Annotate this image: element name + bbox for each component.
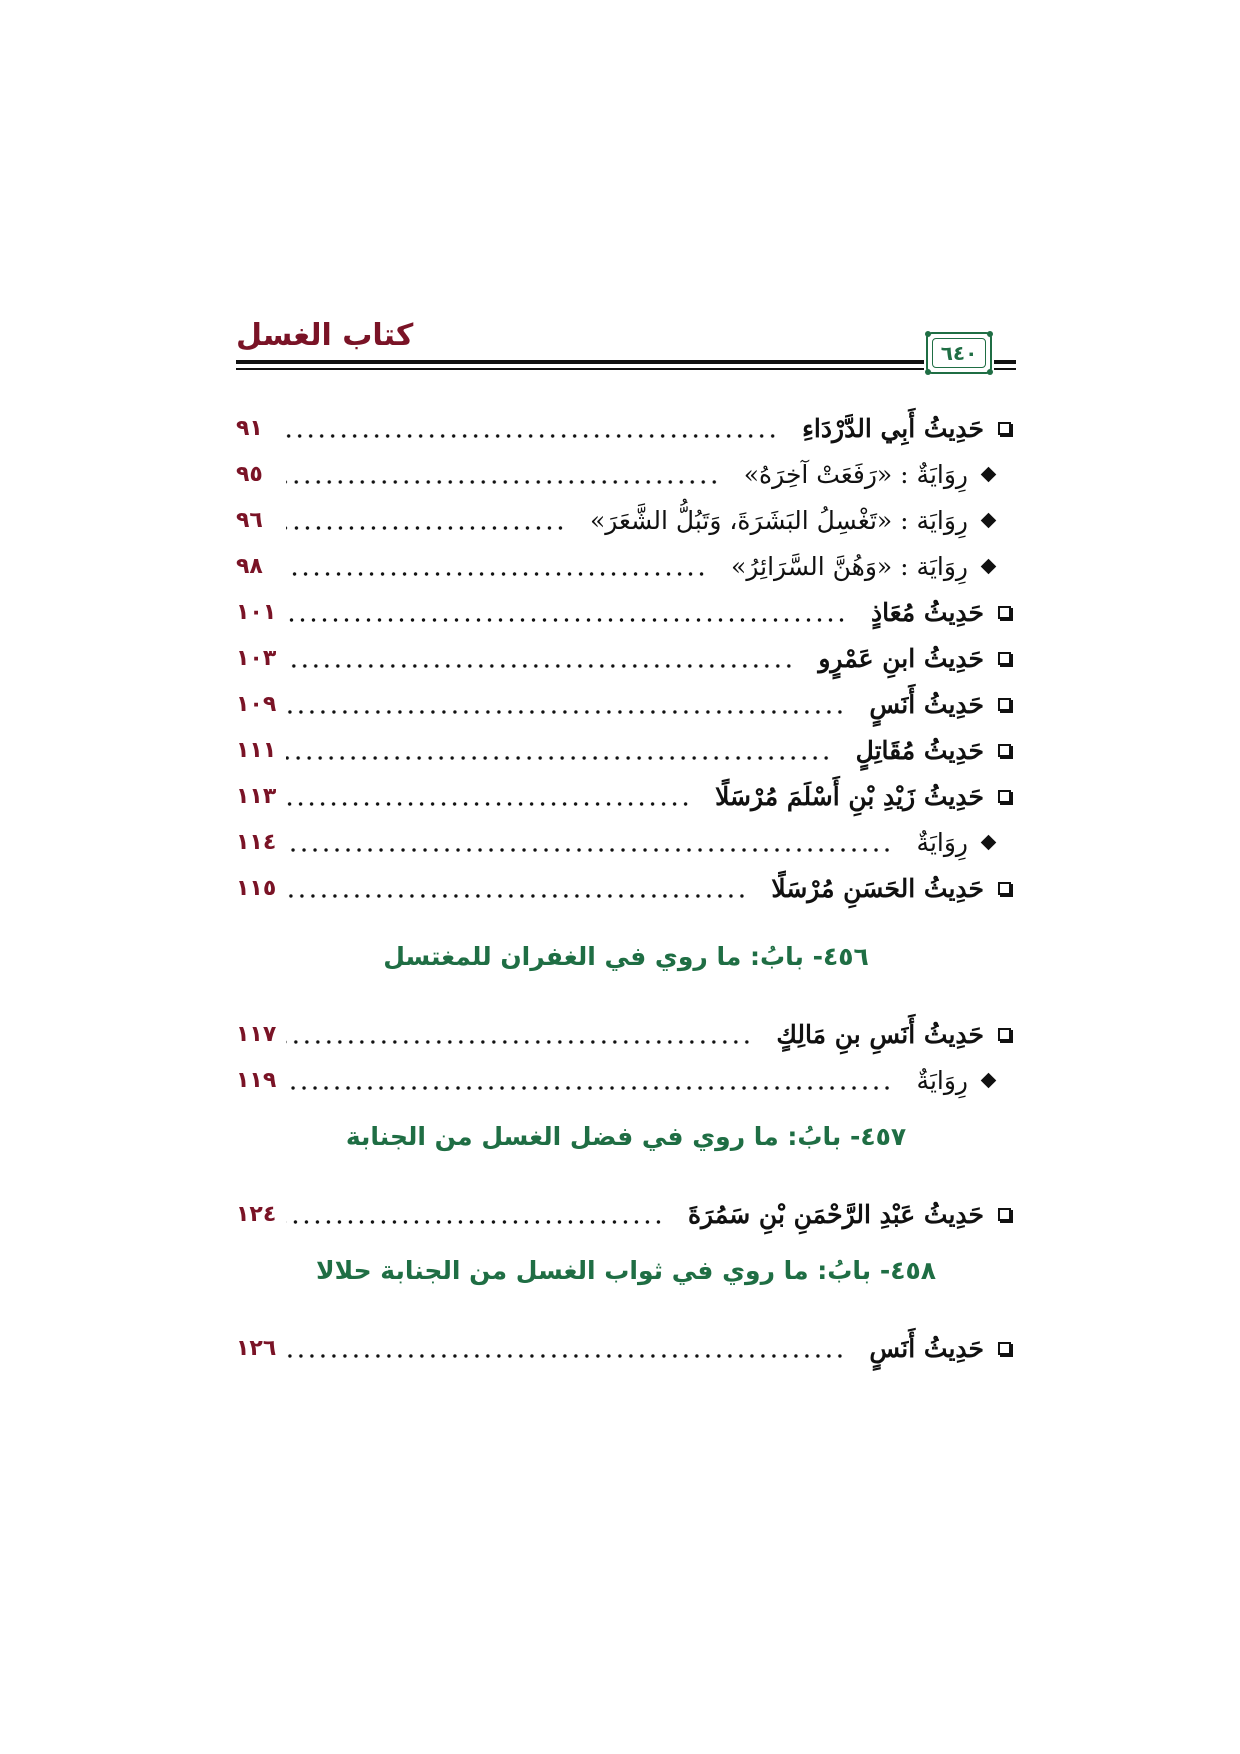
toc-entry-title: حَدِيثُ مُقَاتِلٍ (855, 735, 984, 765)
toc-page-number: ١١٥ (236, 875, 277, 901)
toc-page-number: ١١٤ (236, 829, 277, 855)
toc-page-number: ١٢٦ (236, 1335, 277, 1361)
chapter-heading: ٤٥٨- بابُ: ما روي في ثواب الغسل من الجنابة حلالا (315, 1256, 937, 1285)
square-bullet-icon (992, 1208, 1016, 1221)
toc-entry-title: رِوَايَةٌ (916, 827, 968, 857)
toc-page-number: ١٢٤ (236, 1201, 277, 1227)
toc-entry[interactable] (236, 498, 1016, 542)
square-bullet-icon (998, 606, 1011, 619)
toc-entry-title: حَدِيثُ مُعَاذٍ (871, 597, 984, 627)
dot-leader (286, 1353, 845, 1359)
toc-entry-title: حَدِيثُ عَبْدِ الرَّحْمَنِ بْنِ سَمُرَةَ (687, 1199, 984, 1229)
square-bullet-icon (998, 1028, 1011, 1041)
dot-leader (286, 1219, 664, 1225)
toc-entry[interactable] (236, 1326, 1016, 1370)
header-rule-thin (236, 368, 924, 370)
dot-leader (286, 1085, 893, 1091)
dot-leader (286, 1039, 752, 1045)
chapter-heading: ٤٥٧- بابُ: ما روي في فضل الغسل من الجنابة (345, 1122, 907, 1151)
header-rule-thick (236, 360, 924, 364)
frame-ornament-icon (987, 331, 993, 337)
square-bullet-icon (998, 882, 1011, 895)
toc-entry[interactable] (236, 406, 1016, 450)
toc-entry[interactable] (236, 1192, 1016, 1236)
toc-entry-title: رِوَايَةٌ : «رَفَعَتْ آخِرَهُ» (743, 459, 968, 489)
toc-entry[interactable] (236, 774, 1016, 818)
square-bullet-icon (998, 698, 1011, 711)
diamond-bullet-icon (980, 466, 996, 482)
toc-page-number: ١٠٣ (236, 645, 277, 671)
toc-entry-title: حَدِيثُ أَنَسٍ (869, 689, 984, 719)
square-bullet-icon (998, 1342, 1011, 1355)
diamond-bullet-icon (976, 515, 1000, 526)
square-bullet-icon (992, 790, 1016, 803)
toc-entry-title: حَدِيثُ أَنَسِ بنِ مَالِكٍ (776, 1019, 984, 1049)
toc-entry-title: حَدِيثُ زَيْدِ بْنِ أَسْلَمَ مُرْسَلًا (715, 781, 984, 811)
frame-ornament-icon (925, 369, 931, 375)
diamond-bullet-icon (980, 834, 996, 850)
dot-leader (286, 847, 893, 853)
toc-entry[interactable] (236, 866, 1016, 910)
square-bullet-icon (998, 652, 1011, 665)
header-rule-thin-right (994, 368, 1016, 370)
diamond-bullet-icon (976, 469, 1000, 480)
toc-entry[interactable] (236, 452, 1016, 496)
dot-leader (286, 801, 691, 807)
dot-leader (286, 893, 747, 899)
header-rule-thick-right (994, 360, 1016, 364)
square-bullet-icon (992, 606, 1016, 619)
chapter-heading: ٤٥٦- بابُ: ما روي في الغفران للمغتسل (383, 942, 869, 971)
toc-page-number: ١٠٩ (236, 691, 277, 717)
toc-entry[interactable] (236, 590, 1016, 634)
page-number-frame-inner (932, 338, 986, 368)
square-bullet-icon (998, 422, 1011, 435)
diamond-bullet-icon (980, 1072, 996, 1088)
frame-ornament-icon (925, 331, 931, 337)
dot-leader (286, 479, 720, 485)
toc-entry-title: رِوَايَة : «تَغْسِلُ البَشَرَةَ، وَتَبُلُّ الشَّعَرَ» (589, 505, 968, 535)
square-bullet-icon (992, 698, 1016, 711)
square-bullet-icon (992, 422, 1016, 435)
square-bullet-icon (998, 744, 1011, 757)
square-bullet-icon (992, 882, 1016, 895)
toc-entry-title: حَدِيثُ ابنِ عَمْرٍو (818, 643, 984, 673)
square-bullet-icon (992, 1342, 1016, 1355)
toc-entry-title: حَدِيثُ أَبِي الدَّرْدَاءِ (802, 413, 984, 443)
toc-page-number: ٩٥ (236, 461, 263, 487)
page-number-frame (926, 332, 992, 374)
toc-entry[interactable] (236, 636, 1016, 680)
toc-entry[interactable] (236, 544, 1016, 588)
toc-page-number: ١١١ (236, 737, 277, 763)
square-bullet-icon (998, 1208, 1011, 1221)
frame-ornament-icon (987, 369, 993, 375)
diamond-bullet-icon (976, 837, 1000, 848)
running-title: كتاب الغسل (236, 318, 414, 353)
toc-entry[interactable] (236, 820, 1016, 864)
page-number: ٦٤٠ (940, 341, 978, 365)
square-bullet-icon (992, 744, 1016, 757)
dot-leader (286, 709, 845, 715)
toc-page-number: ٩٦ (236, 507, 263, 533)
dot-leader (286, 525, 566, 531)
toc-entry[interactable] (236, 1012, 1016, 1056)
toc-page-number: ١٠١ (236, 599, 277, 625)
toc-page-number: ١١٧ (236, 1021, 277, 1047)
toc-entry-title: حَدِيثُ أَنَسٍ (869, 1333, 984, 1363)
toc-entry-title: حَدِيثُ الحَسَنِ مُرْسَلًا (771, 873, 984, 903)
dot-leader (286, 755, 832, 761)
dot-leader (286, 571, 707, 577)
diamond-bullet-icon (980, 558, 996, 574)
toc-entry-title: رِوَايَةٌ (916, 1065, 968, 1095)
dot-leader (286, 663, 794, 669)
dot-leader (286, 617, 847, 623)
toc-entry[interactable] (236, 728, 1016, 772)
toc-entry-title: رِوَايَة : «وَهُنَّ السَّرَائِرُ» (731, 551, 968, 581)
page-header (236, 318, 1016, 398)
dot-leader (286, 433, 778, 439)
square-bullet-icon (992, 652, 1016, 665)
toc-entry[interactable] (236, 1058, 1016, 1102)
diamond-bullet-icon (976, 561, 1000, 572)
square-bullet-icon (992, 1028, 1016, 1041)
diamond-bullet-icon (976, 1075, 1000, 1086)
square-bullet-icon (998, 790, 1011, 803)
diamond-bullet-icon (980, 512, 996, 528)
toc-page-number: ١١٩ (236, 1067, 277, 1093)
toc-page-number: ٩١ (236, 415, 263, 441)
toc-page-number: ١١٣ (236, 783, 277, 809)
toc-entry[interactable] (236, 682, 1016, 726)
toc-page-number: ٩٨ (236, 553, 263, 579)
